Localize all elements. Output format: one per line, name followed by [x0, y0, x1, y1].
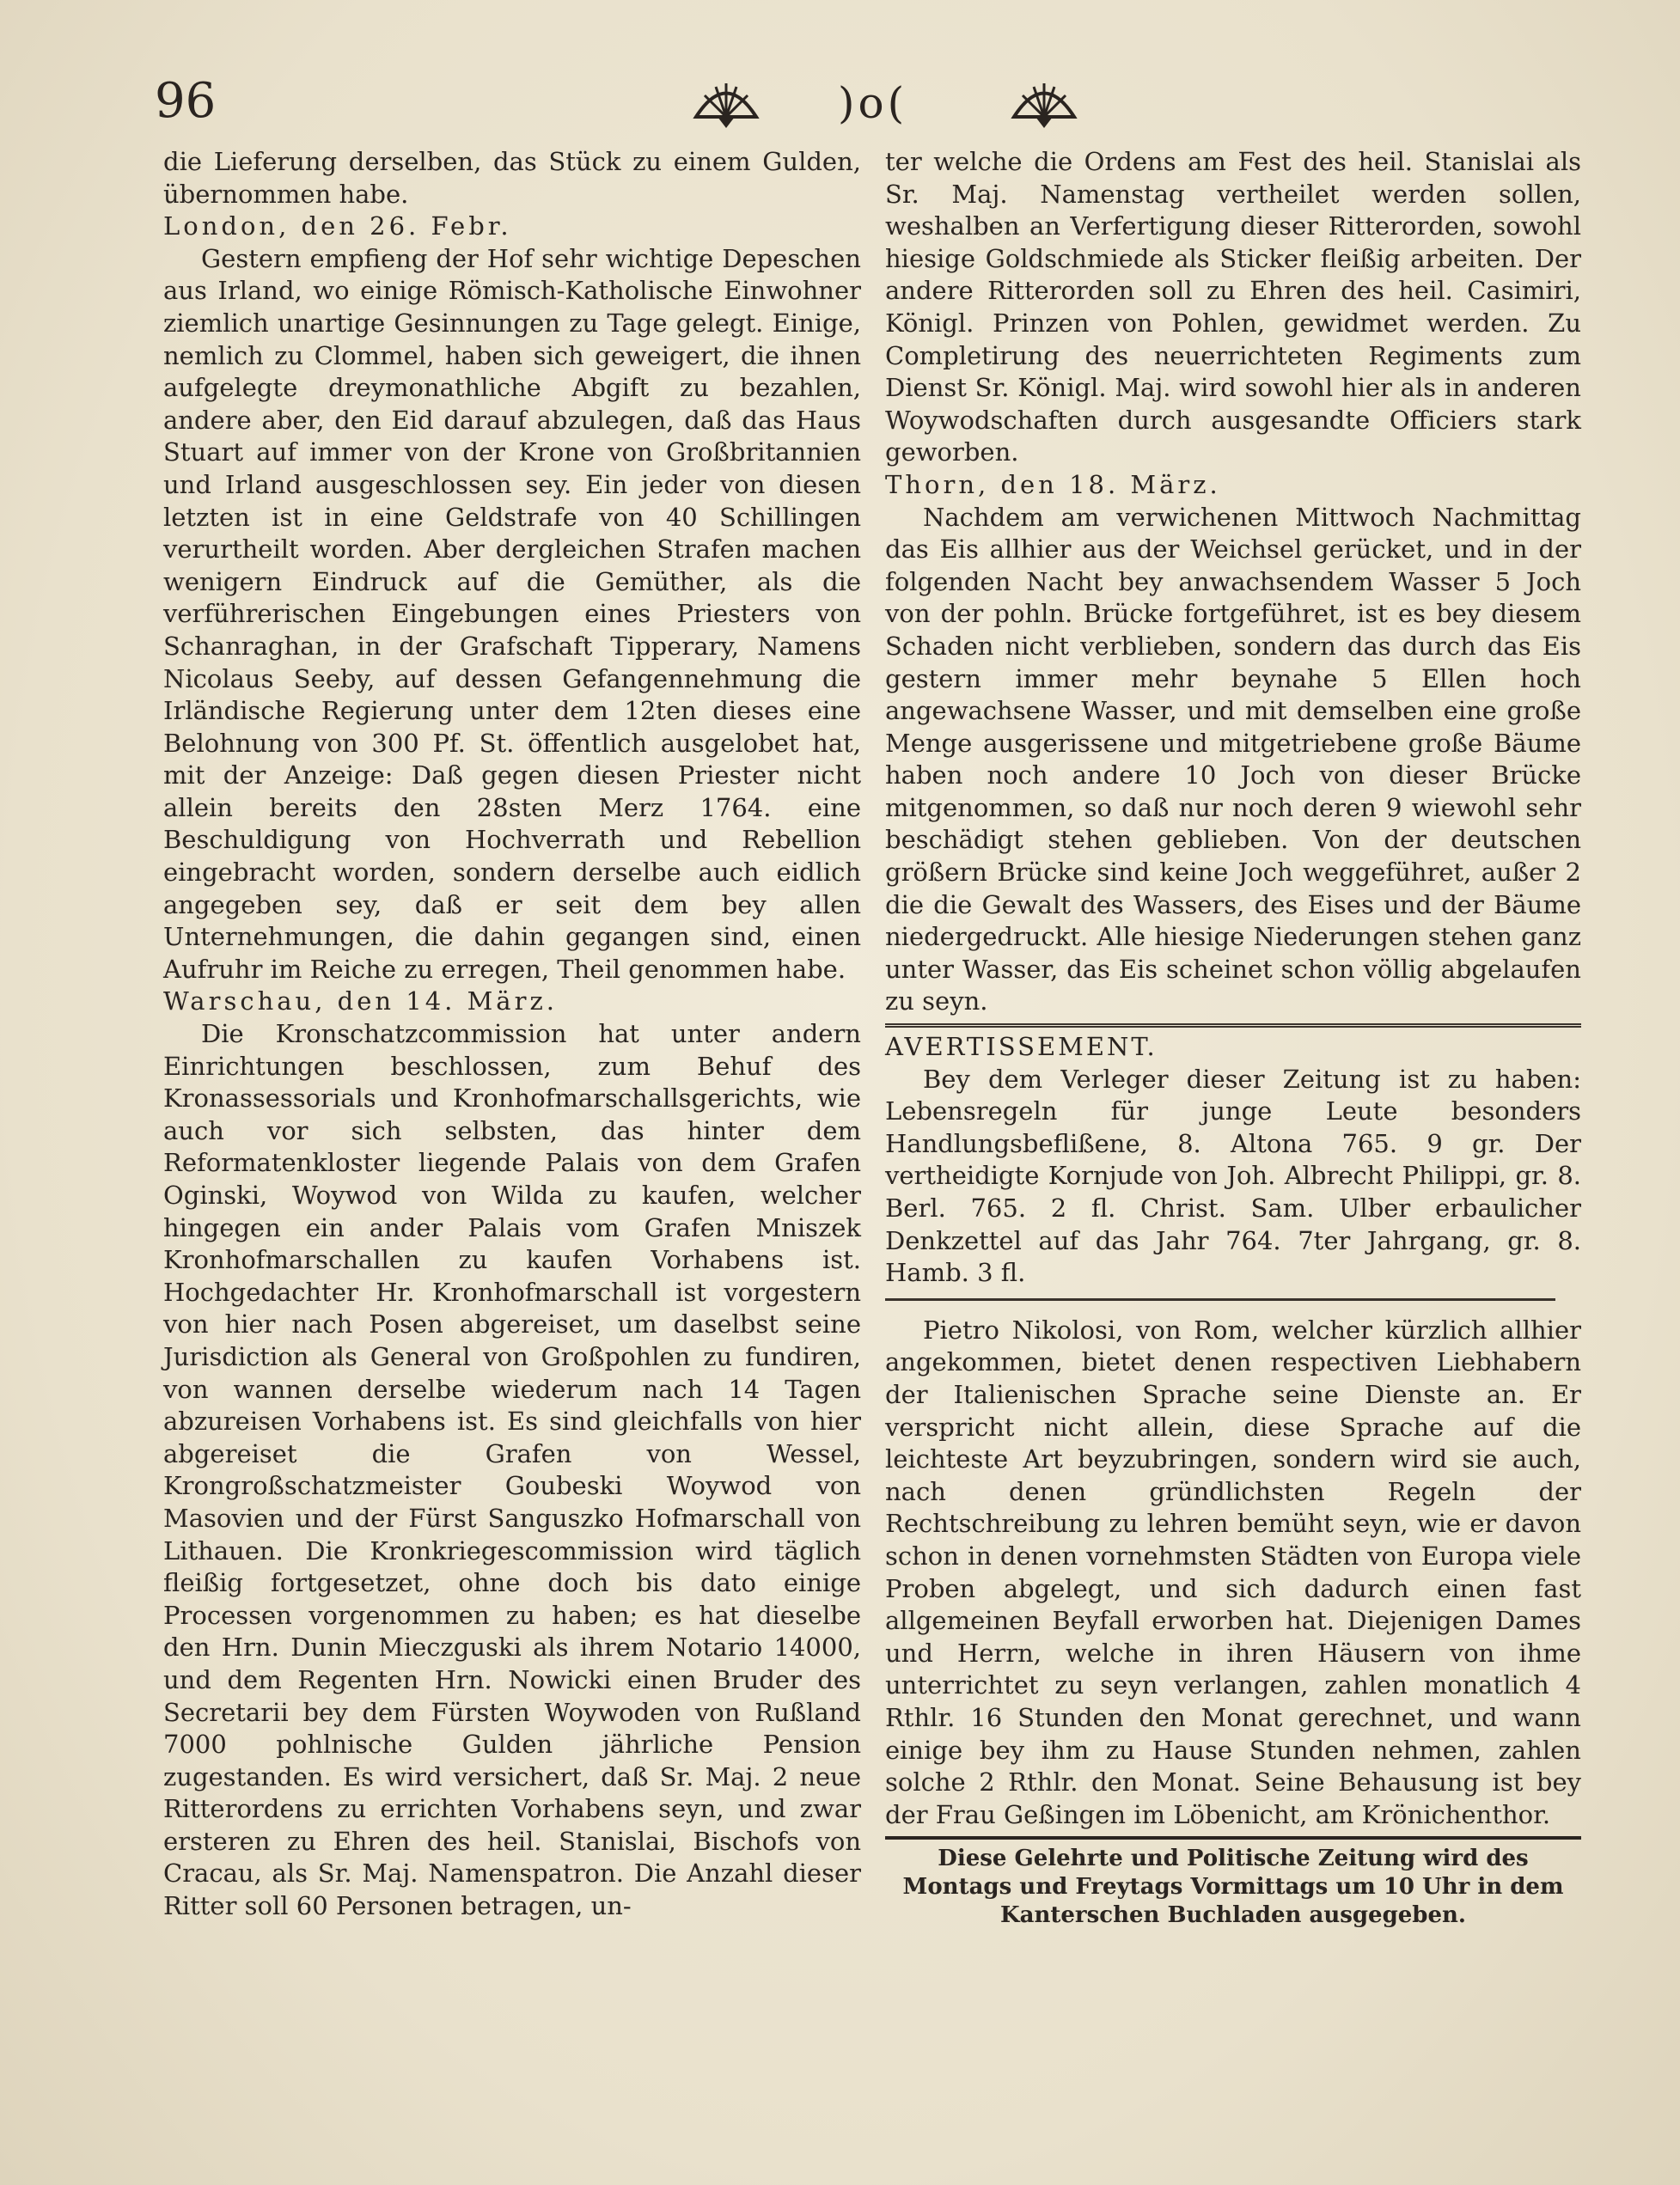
article-thorn: Nachdem am verwichenen Mittwoch Nachmittag das Eis allhier aus der Weichsel gerücket, und in der folgenden Nacht bey anwachsendem Wasser 5 Joch von der pohln. Brücke fortgeführet, ist es bey diesem Schaden nicht verblieben, sondern das durch das Eis gestern immer mehr beynahe 5 Ellen hoch angewachsene Wasser, und mit demselben eine große Menge ausgerissene und mitgetriebene große Bäume haben noch andere 10 Joch von dieser Brücke mitgenommen, so daß nur noch deren 9 wiewohl sehr beschädigt stehen geblieben. Von der deutschen größern Brücke sind keine Joch weggeführet, außer 2 die die Gewalt des Wassers, des Eises und der Bäume niedergedruckt. Alle hiesige Niederungen stehen ganz unter Wasser, das Eis scheinet schon völlig abgelaufen zu seyn. [885, 502, 1581, 1016]
left-column [163, 146, 861, 1923]
right-column [885, 146, 1581, 1930]
article-warschau: Die Kronschatzcommission hat unter andern Einrichtungen beschlossen, zum Behuf des Kronassessorials und Kronhofmarschallsgerichts, wie auch vor sich selbsten, das hinter dem Reformatenkloster liegende Palais von dem Grafen Oginski, Woywod von Wilda zu kaufen, welcher hingegen ein ander Palais vom Grafen Mniszek Kronhofmarschallen zu kaufen Vorhabens ist. Hochgedachter Hr. Kronhofmarschall ist vorgestern von hier nach Posen abgereiset, um daselbst seine Jurisdiction als General von Großpohlen zu fundiren, von wannen derselbe wiederum nach 14 Tagen abzureisen Vorhabens ist. Es sind gleichfalls von hier abgereiset die Grafen von Wessel, Krongroßschatzmeister Goubeski Woywod von Masovien und der Fürst Sanguszko Hofmarschall von Lithauen. Die Kronkriegescommission wird täglich fleißig fortgesetzet, ohne doch bis dato einige Processen vorgenommen zu haben; es hat dieselbe den Hrn. Dunin Mieczguski als ihrem Notario 14000, und dem Regenten Hrn. Nowicki einen Bruder des Secretarii bey dem Fürsten Woywoden von Rußland 7000 pohlnische Gulden jährliche Pension zugestanden. Es wird versichert, daß Sr. Maj. 2 neue Ritterordens zu errichten Vorhabens seyn, und zwar ersteren zu Ehren des heil. Stanislai, Bischofs von Cracau, als Sr. Maj. Namenspatron. Die Anzahl dieser Ritter soll 60 Personen betragen, un- [163, 1019, 861, 1921]
page-header [0, 73, 1680, 142]
article-continuation: die Lieferung derselben, das Stück zu einem Gulden, übernommen habe. [163, 147, 861, 209]
shell-ornament-left-icon [687, 78, 765, 130]
article-london: Gestern empfieng der Hof sehr wichtige Depeschen aus Irland, wo einige Römisch-Katholische Einwohner ziemlich unartige Gesinnungen zu Tage gelegt. Einige, nemlich zu Clommel, haben sich geweigert, die ihnen aufgelegte dreymonathliche Abgift zu bezahlen, andere aber, den Eid darauf abzulegen, daß das Haus Stuart auf immer von der Krone von Großbritannien und Irland ausgeschlossen sey. Ein jeder von diesen letzten ist in eine Geldstrafe von 40 Schillingen verurtheilt worden. Aber dergleichen Strafen machen wenigern Eindruck auf die Gemüther, als die verführerischen Eingebungen eines Priesters von Schanraghan, in der Grafschaft Tipperary, Namens Nicolaus Seeby, auf dessen Gefangennehmung die Irländische Regierung unter dem 12ten dieses eine Belohnung von 300 Pf. St. öffentlich ausgelobet hat, mit der Anzeige: Daß gegen diesen Priester nicht allein bereits den 28sten Merz 1764. eine Beschuldigung von Hochverrath und Rebellion eingebracht worden, sondern derselbe auch eidlich angegeben sey, daß er seit dem bey allen Unternehmungen, die dahin gegangen sind, einen Aufruhr im Reiche zu erregen, Theil genommen habe. [163, 243, 861, 984]
publication-footer: Diese Gelehrte und Politische Zeitung wird des Montags und Freytags Vormittags um 10 Uhr in dem Kanterschen Buchladen ausgegeben. [885, 1836, 1581, 1930]
advert-italian-teacher: Pietro Nikolosi, von Rom, welcher kürzlich allhier angekommen, bietet denen respectiven Liebhabern der Italienischen Sprache seine Dienste an. Er verspricht nicht allein, diese Sprache auf die leichteste Art beyzubringen, sondern wird sie auch, nach denen gründlichsten Regeln der Rechtschreibung zu lehren bemüht seyn, wie er davon schon in denen vornehmsten Städten von Europa viele Proben abgelegt, und sich dadurch einen fast allgemeinen Beyfall erworben hat. Diejenigen Dames und Herrn, welche in ihren Häusern von ihme unterrichtet zu seyn verlangen, zahlen monatlich 4 Rthlr. 16 Stunden den Monat gerechnet, und wann einige bey ihm zu Hause Stunden nehmen, zahlen solche 2 Rthlr. den Monat. Seine Behausung ist bey der Frau Geßingen im Löbenicht, am Krönichenthor. [885, 1315, 1581, 1829]
shell-ornament-right-icon [1005, 78, 1083, 130]
dateline-warschau: Warschau, den 14. März. [163, 986, 558, 1016]
avertissement-title: AVERTISSEMENT. [885, 1032, 1158, 1062]
dateline-london: London, den 26. Febr. [163, 211, 512, 241]
page-number: 96 [155, 73, 217, 129]
section-divider [885, 1023, 1581, 1028]
article-warschau-continuation: ter welche die Ordens am Fest des heil. Stanislai als Sr. Maj. Namenstag vertheilet werden sollen, weshalben an Verfertigung dieser Ritterorden, sowohl hiesige Goldschmiede als Sticker fleißig arbeiten. Der andere Ritterorden soll zu Ehren des heil. Casimiri, Königl. Prinzen von Pohlen, gewidmet werden. Zu Completirung des neuerrichteten Regiments zum Dienst Sr. Königl. Maj. wird sowohl hier als in anderen Woywodschaften durch ausgesandte Officiers stark geworben. [885, 147, 1581, 467]
dateline-thorn: Thorn, den 18. März. [885, 469, 1221, 499]
advert-books: Bey dem Verleger dieser Zeitung ist zu haben: Lebensregeln für junge Leute besonders Handlungsbeflißene, 8. Altona 765. 9 gr. Der vertheidigte Kornjude von Joh. Albrecht Philippi, gr. 8. Berl. 765. 2 fl. Christ. Sam. Ulber erbaulicher Denkzettel auf das Jahr 764. 7ter Jahrgang, gr. 8. Hamb. 3 fl. [885, 1064, 1581, 1288]
ornament-middle: )o( [838, 78, 908, 128]
advert-divider [885, 1298, 1555, 1301]
